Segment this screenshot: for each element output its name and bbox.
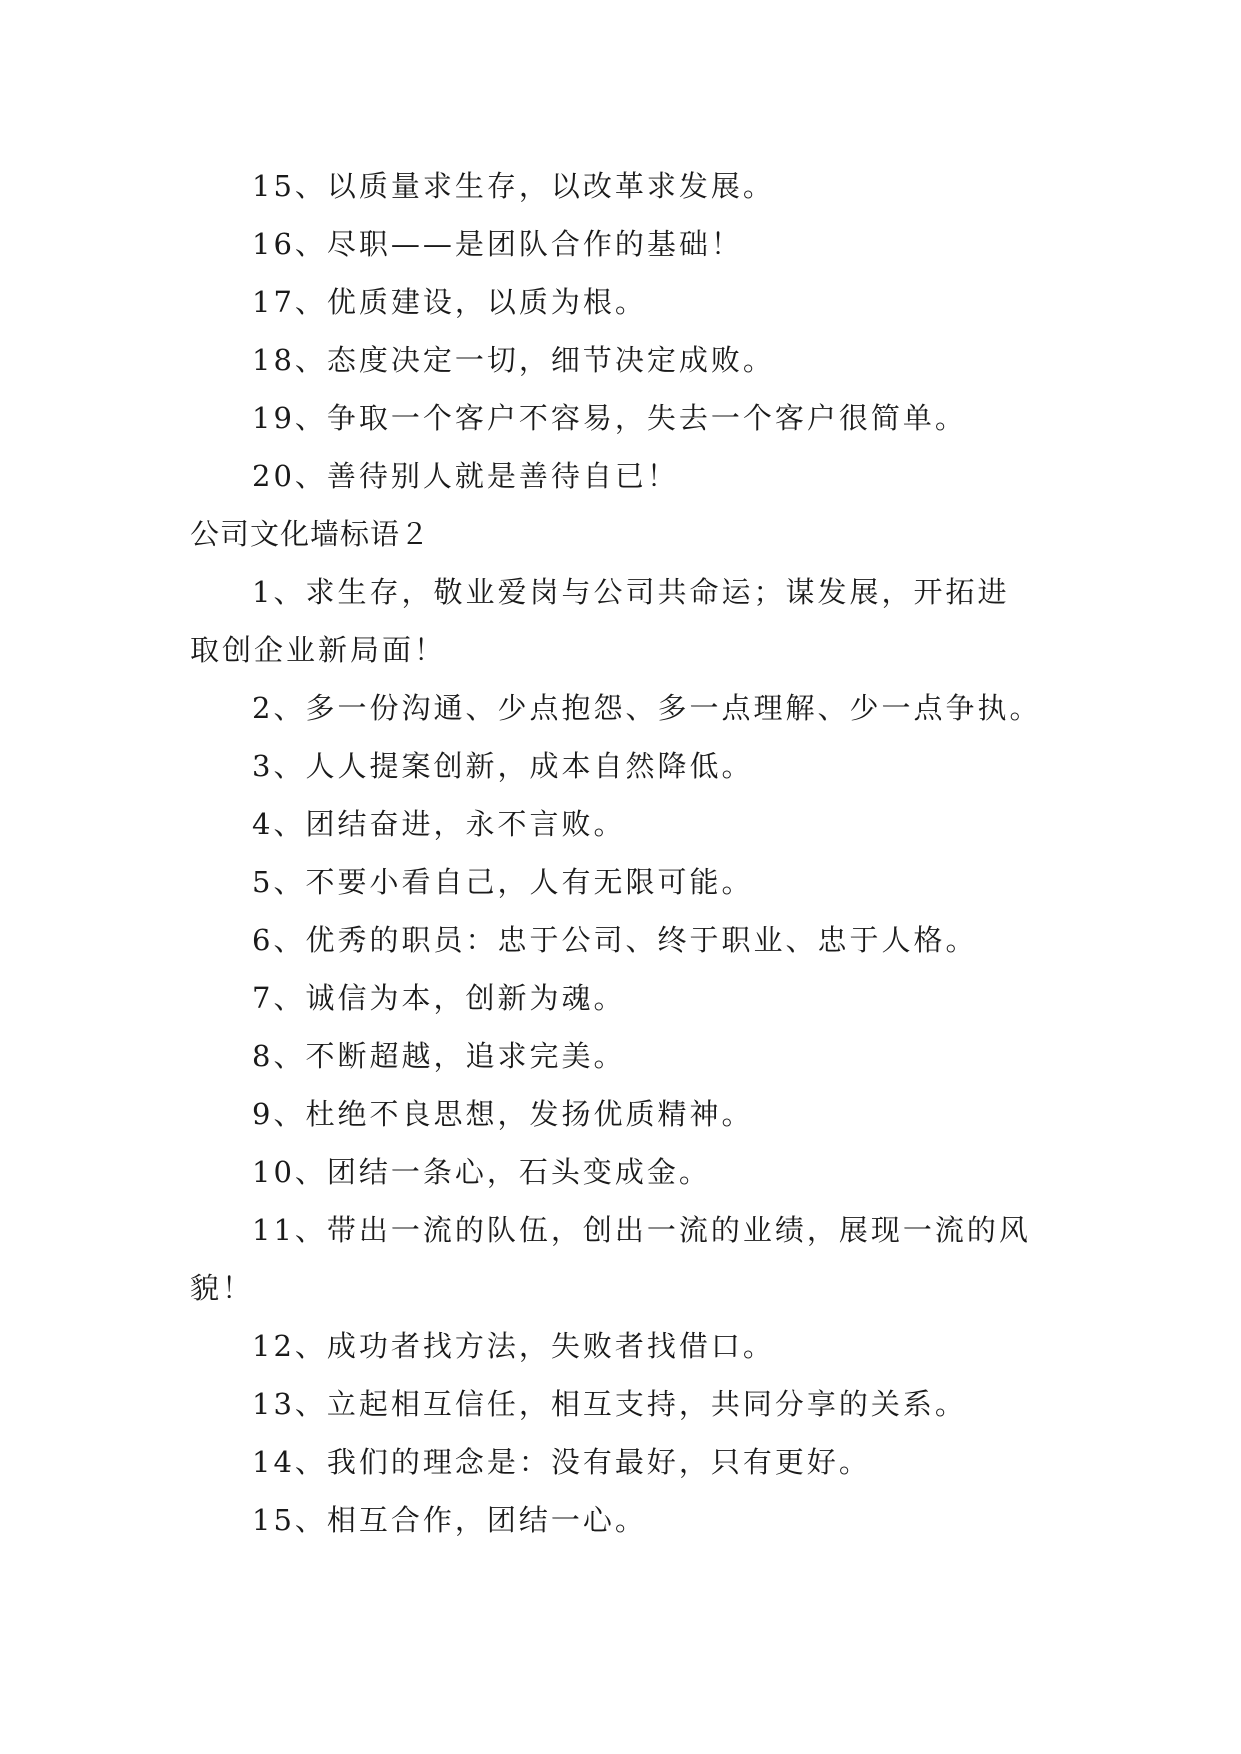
list-item: 19、争取一个客户不容易，失去一个客户很简单。 [252,401,967,435]
list-item: 6、优秀的职员：忠于公司、终于职业、忠于人格。 [252,923,978,957]
list-item: 1、求生存，敬业爱岗与公司共命运；谋发展，开拓进 [252,575,1010,609]
list-item: 16、尽职——是团队合作的基础！ [252,227,743,261]
list-item: 10、团结一条心，石头变成金。 [252,1155,711,1189]
list-item: 18、态度决定一切，细节决定成败。 [252,343,775,377]
list-item: 15、以质量求生存，以改革求发展。 [252,169,775,203]
list-item-continuation: 貌！ [190,1271,255,1305]
list-item: 3、人人提案创新，成本自然降低。 [252,749,754,783]
list-item: 2、多一份沟通、少点抱怨、多一点理解、少一点争执。 [252,691,1042,725]
list-item: 7、诚信为本，创新为魂。 [252,981,626,1015]
list-item: 9、杜绝不良思想，发扬优质精神。 [252,1097,754,1131]
list-item: 8、不断超越，追求完美。 [252,1039,626,1073]
list-item: 11、带出一流的队伍，创出一流的业绩，展现一流的风 [252,1213,1031,1247]
list-item: 14、我们的理念是：没有最好，只有更好。 [252,1445,871,1479]
section-heading: 公司文化墙标语２ [190,517,431,551]
list-item: 17、优质建设，以质为根。 [252,285,647,319]
list-item: 12、成功者找方法，失败者找借口。 [252,1329,775,1363]
list-item-continuation: 取创企业新局面！ [190,633,447,667]
list-item: 15、相互合作，团结一心。 [252,1503,647,1537]
list-item: 13、立起相互信任，相互支持，共同分享的关系。 [252,1387,967,1421]
list-item: 5、不要小看自己，人有无限可能。 [252,865,754,899]
list-item: 20、善待别人就是善待自已！ [252,459,679,493]
list-item: 4、团结奋进，永不言败。 [252,807,626,841]
